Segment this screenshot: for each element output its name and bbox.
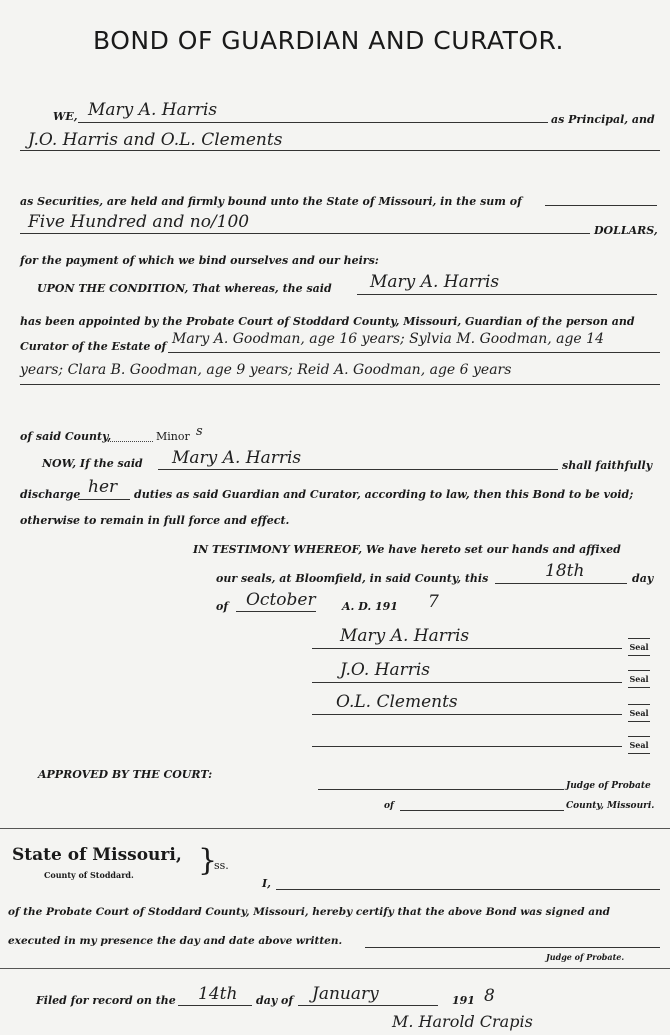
we-label: WE, [53,110,78,123]
certify-text: of the Probate Court of Stoddard County, Missouri, hereby certify that the above Bond was signed and [8,906,611,918]
approved-text: APPROVED BY THE COURT: [38,768,213,781]
sig-line-1 [312,648,622,649]
testimony-text: IN TESTIMONY WHEREOF, We have hereto set our hands and affixed [193,543,621,556]
principal-line [78,122,548,123]
estate-line-1 [168,352,660,353]
dollars-label: DOLLARS, [594,224,658,237]
county-missouri-label: County, Missouri. [566,801,655,811]
filed-month-line [298,1005,438,1006]
judge-probate-label: Judge of Probate [566,781,651,791]
principal-name: Mary A. Harris [88,100,218,120]
signature-1: Mary A. Harris [340,626,470,646]
otherwise-text: otherwise to remain in full force and effect. [20,514,290,527]
signature-3: O.L. Clements [336,692,458,712]
judge-of-probate-label: Judge of Probate. [546,952,625,962]
year-digit: 7 [428,592,439,612]
minor-suffix: s [196,424,203,439]
seals-line-text: our seals, at Bloomfield, in said County, this [216,572,489,585]
clerk-signature: M. Harold Crapis [392,1012,533,1031]
i-label: I, [262,877,271,890]
her-word: her [88,477,118,497]
sum-line [20,233,590,234]
sig-line-4 [312,746,622,747]
seal-1: Seal [628,638,650,656]
ss-label: ss. [214,859,229,872]
securities-line [20,150,660,151]
month-name: October [246,590,316,610]
of-said-county-text: of said County, [20,430,112,443]
upon-condition-text: UPON THE CONDITION, That whereas, the said [37,282,332,295]
now-name: Mary A. Harris [172,448,302,468]
now-name-line [158,469,558,470]
said-name: Mary A. Harris [370,272,500,292]
said-name-line [357,294,657,295]
county-line [400,810,564,811]
footer-divider [0,968,670,969]
as-securities-text: as Securities, are held and firmly bound unto the State of Missouri, in the sum of [20,195,522,208]
day-number: 18th [545,561,585,581]
sum-box-line [545,205,657,206]
payment-text: for the payment of which we bind ourselves and our heirs: [20,254,379,267]
county-of-stoddard: County of Stoddard. [44,870,134,880]
discharge-label: discharge [20,488,81,501]
sig-line-3 [312,714,622,715]
estate-names-1: Mary A. Goodman, age 16 years; Sylvia M. Goodman, age 14 [172,331,604,347]
document-title: BOND OF GUARDIAN AND CURATOR. [93,26,564,55]
minor-label: Minor [156,430,190,443]
of-label-2: of [384,801,394,811]
executed-text: executed in my presence the day and date above written. [8,935,343,947]
estate-line-2 [20,384,660,385]
state-of-missouri: State of Missouri, [12,845,182,865]
filed-day-line [178,1005,252,1006]
as-principal-label: as Principal, and [551,113,655,126]
curator-estate-text: Curator of the Estate of [20,340,167,353]
of-label: of [216,600,229,613]
county-blank [108,441,153,442]
judge-sign-line [365,947,660,948]
day-label: day [632,572,654,585]
day-line [495,583,627,584]
signature-2: J.O. Harris [340,660,431,680]
seal-2: Seal [628,670,650,688]
her-line [78,499,130,500]
filed-month: January [312,984,379,1004]
clerk-name-line [276,889,660,890]
estate-names-2: years; Clara B. Goodman, age 9 years; Reid A. Goodman, age 6 years [20,362,512,378]
ad-label: A. D. 191 [342,600,398,613]
sig-line-2 [312,682,622,683]
sum-words: Five Hundred and no/100 [28,212,250,232]
seal-3: Seal [628,704,650,722]
filed-year-digit: 8 [484,986,495,1006]
filed-year-prefix: 191 [452,994,475,1007]
seal-4: Seal [628,736,650,754]
appointed-text: has been appointed by the Probate Court of Stoddard County, Missouri, Guardian of the person and [20,315,635,328]
day-of-label: day of [256,994,294,1007]
month-line [236,611,316,612]
now-if-text: NOW, If the said [42,457,143,470]
judge-line [318,789,564,790]
faithfully-text: shall faithfully [562,459,653,472]
filed-text: Filed for record on the [36,994,176,1007]
brace-glyph: } [198,843,218,878]
filed-day: 14th [198,984,238,1004]
securities-names: J.O. Harris and O.L. Clements [28,130,283,150]
section-divider [0,828,670,829]
duties-text: duties as said Guardian and Curator, according to law, then this Bond to be void; [134,488,634,501]
